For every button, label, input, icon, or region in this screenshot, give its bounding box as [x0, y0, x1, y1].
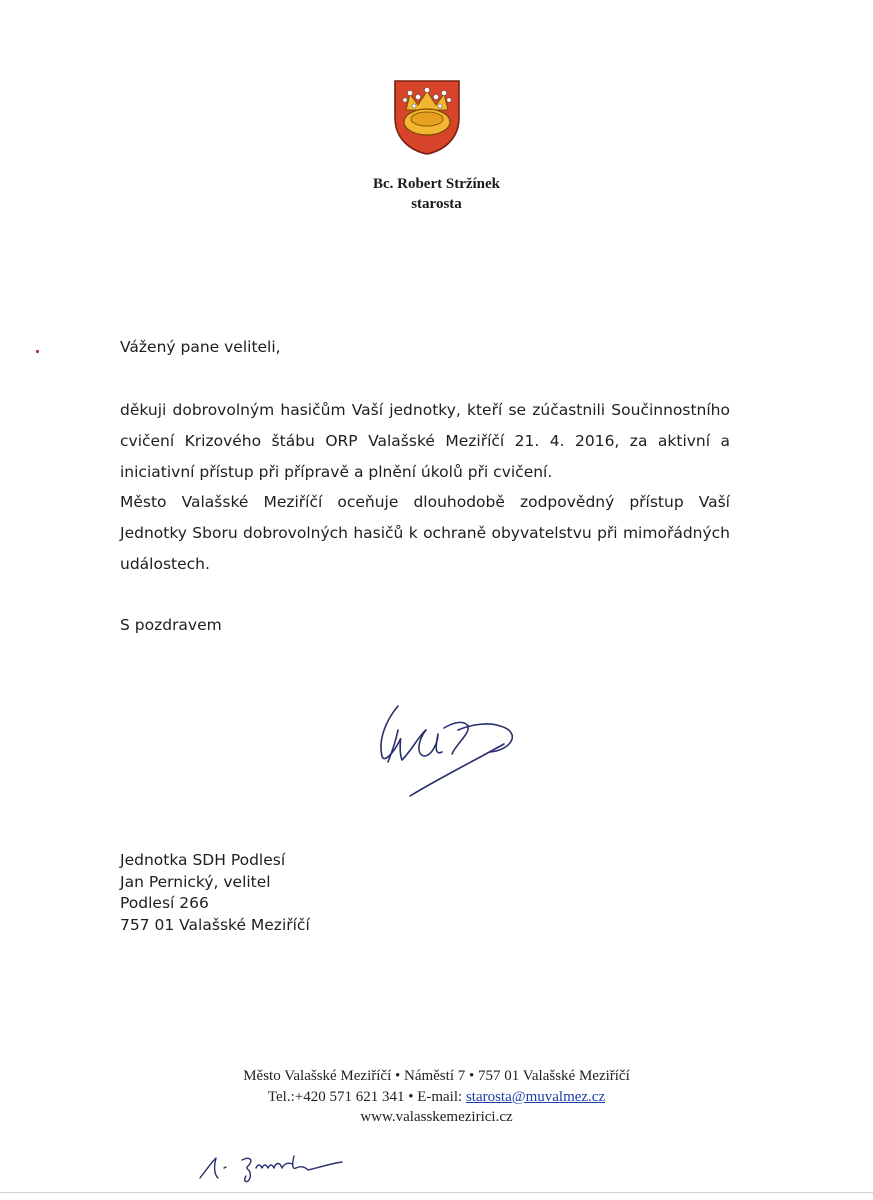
recipient-line-city: 757 01 Valašské Meziříčí: [120, 915, 310, 934]
footer-phone: Tel.:+420 571 621 341 • E-mail:: [267, 1088, 466, 1105]
mayor-name: Bc. Robert Stržínek: [372, 176, 501, 192]
recipient-address: [120, 850, 310, 936]
mayor-title: starosta: [411, 196, 462, 212]
salutation: Vážený pane veliteli,: [120, 338, 281, 356]
letter-body: [120, 332, 730, 640]
closing: S pozdravem: [120, 615, 222, 634]
paragraph-thanks: děkuji dobrovolným hasičům Vaší jednotky, kteří se zúčastnili Součinnostního cvičení Krizového štábu ORP Valašské Meziříčí 21. 4. 2016, za aktivní a iniciativní přístup při přípravě a plnění úkolů při cvičení.: [120, 401, 730, 481]
letter-header: [0, 174, 873, 214]
footer-email-link[interactable]: starosta@muvalmez.cz: [465, 1088, 606, 1105]
footer-contact: [0, 1087, 873, 1108]
handwritten-initials-icon: [196, 1148, 346, 1186]
letter-footer: [0, 1066, 873, 1128]
scan-speck: [36, 350, 39, 353]
recipient-line-name: Jan Pernický, velitel: [120, 872, 271, 891]
handwritten-signature-icon: [372, 700, 542, 800]
footer-website: www.valasskemezirici.cz: [360, 1109, 513, 1125]
recipient-line-street: Podlesí 266: [120, 894, 209, 912]
footer-address: Město Valašské Meziříčí • Náměstí 7 • 757 01 Valašské Meziříčí: [243, 1068, 630, 1084]
page-bottom-rule: [0, 1192, 873, 1193]
paragraph-appreciation: Město Valašské Meziříčí oceňuje dlouhodobě zodpovědný přístup Vaší Jednotky Sboru dobrovolných hasičů k ochraně obyvatelstvu při mimořádných událostech.: [120, 493, 730, 573]
recipient-line-unit: Jednotka SDH Podlesí: [120, 851, 286, 869]
town-crest-crown-icon: [392, 78, 462, 156]
